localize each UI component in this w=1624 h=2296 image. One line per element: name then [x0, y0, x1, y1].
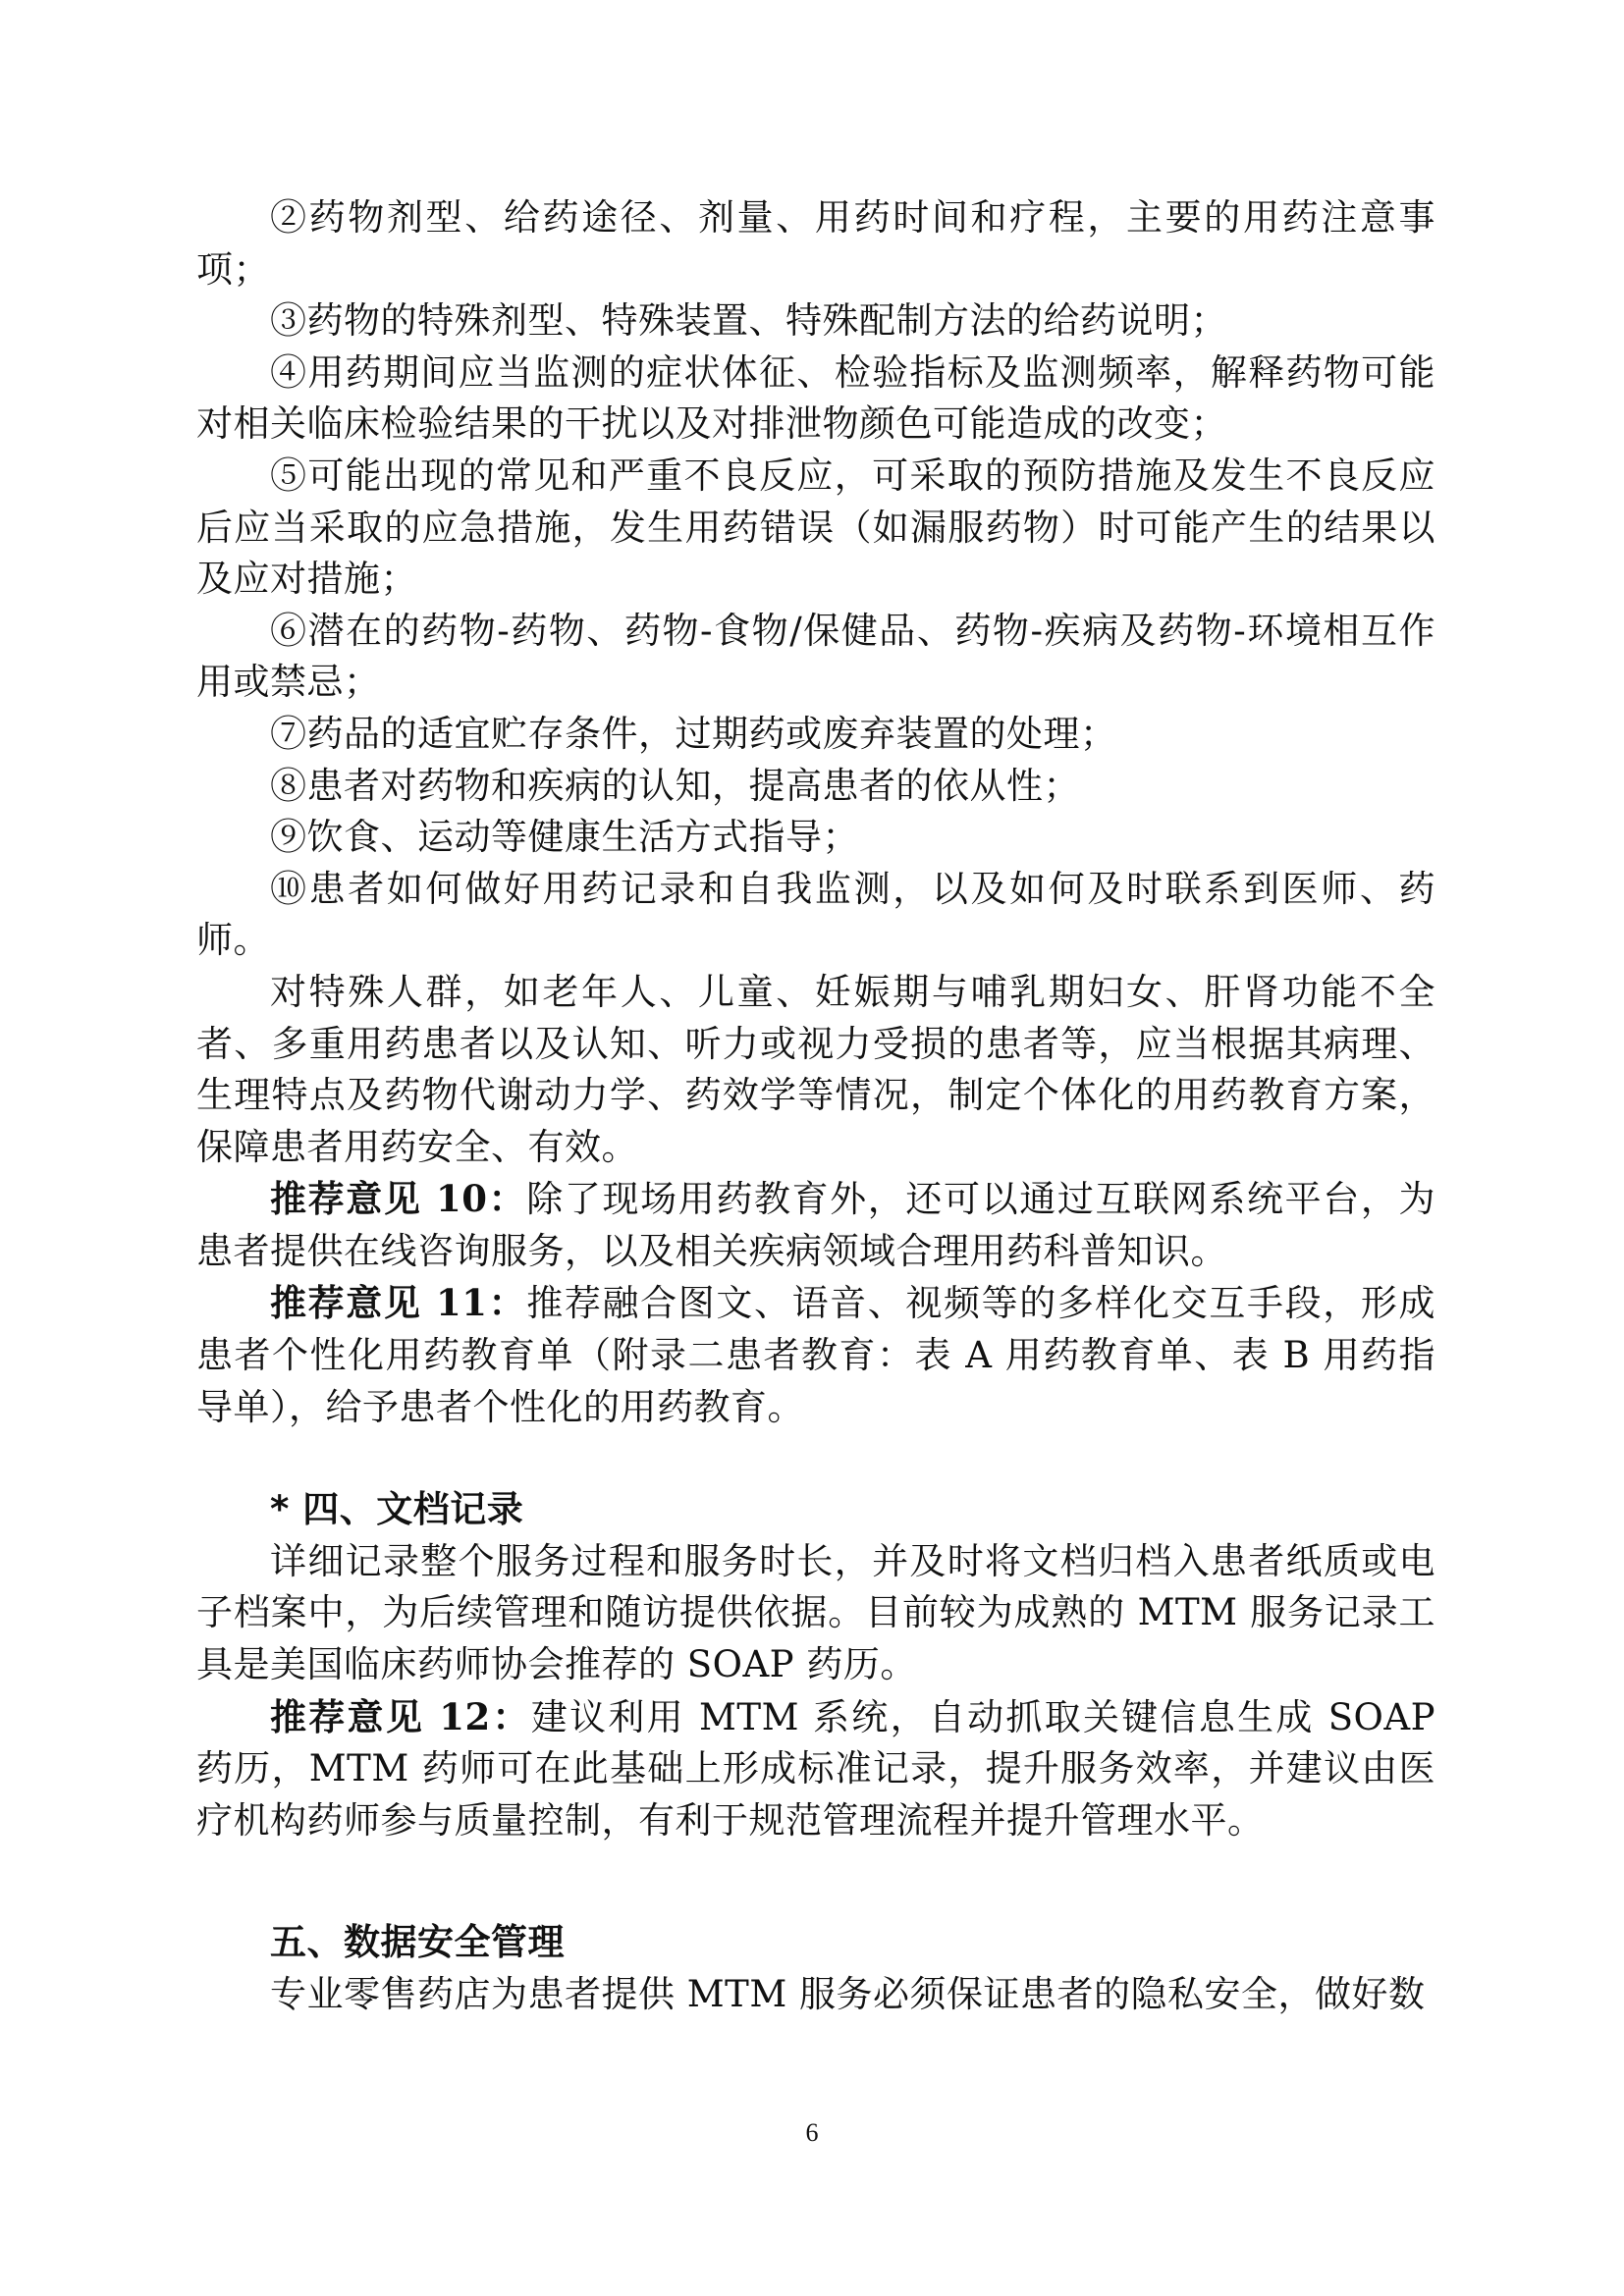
recommendation-11: [196, 1277, 1435, 1433]
recommendation-10-label: 推荐意见 10：: [270, 1177, 527, 1221]
recommendation-11-label: 推荐意见 11：: [270, 1281, 527, 1325]
spacer: [196, 1433, 1435, 1484]
spacer: [196, 1846, 1435, 1917]
list-item-4: ④用药期间应当监测的症状体征、检验指标及监测频率，解释药物可能对相关临床检验结果的干扰以及对排泄物颜色可能造成的改变；: [196, 350, 1435, 446]
special-population-paragraph: 对特殊人群，如老年人、儿童、妊娠期与哺乳期妇女、肝肾功能不全者、多重用药患者以及认知、听力或视力受损的患者等，应当根据其病理、生理特点及药物代谢动力学、药效学等情况，制定个体化的用药教育方案，保障患者用药安全、有效。: [196, 970, 1435, 1168]
recommendation-11-text: 推荐融合图文、语音、视频等的多样化交互手段，形成患者个性化用药教育单（附录二患者教育：表 A 用药教育单、表 B 用药指导单），给予患者个性化的用药教育。: [196, 1282, 1436, 1428]
recommendation-12-label: 推荐意见 12：: [270, 1694, 531, 1738]
list-item-3: ③药物的特殊剂型、特殊装置、特殊配制方法的给药说明；: [270, 299, 1227, 343]
section-5-heading: 五、数据安全管理: [270, 1921, 565, 1964]
page-number: 6: [805, 2118, 819, 2147]
section-5-body: 专业零售药店为患者提供 MTM 服务必须保证患者的隐私安全，做好数: [270, 1973, 1426, 2015]
section-4-heading: * 四、文档记录: [270, 1488, 524, 1531]
recommendation-12-text: 建议利用 MTM 系统，自动抓取关键信息生成 SOAP 药历，MTM 药师可在此基础上形成标准记录，提升服务效率，并建议由医疗机构药师参与质量控制，有利于规范管理流程并提升管理水平。: [196, 1695, 1435, 1842]
list-item-8: ⑧患者对药物和疾病的认知，提高患者的依从性；: [270, 764, 1080, 807]
section-4-body: 详细记录整个服务过程和服务时长，并及时将文档归档入患者纸质或电子档案中，为后续管理和随访提供依据。目前较为成熟的 MTM 服务记录工具是美国临床药师协会推荐的 SOAP 药历。: [196, 1539, 1435, 1686]
recommendation-12: [196, 1691, 1435, 1847]
page-body: [196, 192, 1435, 2021]
list-item-2: ②药物剂型、给药途径、剂量、用药时间和疗程，主要的用药注意事项；: [196, 196, 1435, 291]
list-item-6: ⑥潜在的药物-药物、药物-食物/保健品、药物-疾病及药物-环境相互作用或禁忌；: [196, 609, 1435, 704]
list-item-7: ⑦药品的适宜贮存条件，过期药或废弃装置的处理；: [270, 712, 1117, 755]
list-item-10: ⑩患者如何做好用药记录和自我监测，以及如何及时联系到医师、药师。: [196, 867, 1435, 962]
recommendation-10-text: 除了现场用药教育外，还可以通过互联网系统平台，为患者提供在线咨询服务，以及相关疾病领域合理用药科普知识。: [196, 1178, 1435, 1272]
list-item-5: ⑤可能出现的常见和严重不良反应，可采取的预防措施及发生不良反应后应当采取的应急措施，发生用药错误（如漏服药物）时可能产生的结果以及应对措施；: [196, 454, 1435, 601]
recommendation-10: [196, 1173, 1435, 1277]
list-item-9: ⑨饮食、运动等健康生活方式指导；: [270, 816, 859, 859]
